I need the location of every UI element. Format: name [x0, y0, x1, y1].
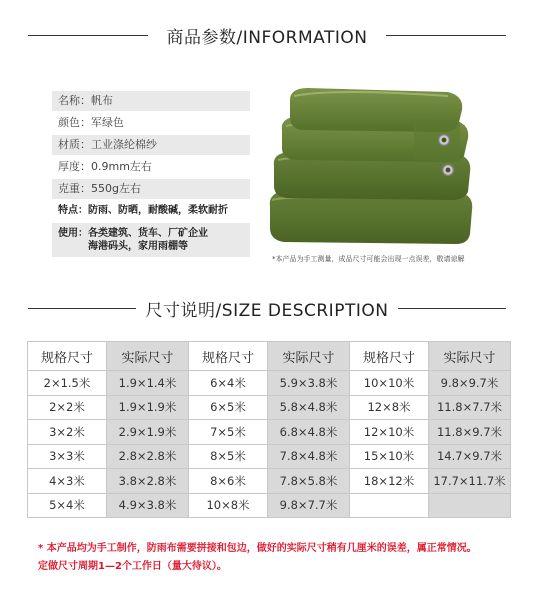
actual-size-cell: 11.8×7.7米	[429, 395, 511, 420]
spec-size-cell: 2×2米	[28, 395, 107, 420]
header-line-left	[28, 308, 148, 309]
spec-size-cell: 10×8米	[189, 493, 268, 518]
actual-size-cell: 9.8×7.7米	[268, 493, 350, 518]
param-usage	[52, 223, 250, 257]
actual-size-cell: 2.8×2.8米	[107, 444, 189, 469]
size-description-title: 尺寸说明/SIZE DESCRIPTION	[136, 296, 399, 321]
table-row	[28, 493, 511, 518]
table-row	[28, 371, 511, 396]
spec-size-cell: 15×10米	[350, 444, 429, 469]
spec-size-cell: 6×5米	[189, 395, 268, 420]
actual-size-cell: 11.8×9.7米	[429, 420, 511, 445]
actual-size-cell: 5.8×4.8米	[268, 395, 350, 420]
header-actual-size: 实际尺寸	[429, 342, 511, 371]
header-line-left	[28, 35, 148, 36]
actual-size-cell: 1.9×1.9米	[107, 395, 189, 420]
actual-size-cell: 6.8×4.8米	[268, 420, 350, 445]
header-line-right	[386, 308, 506, 309]
param-material: 材质：工业涤纶棉纱	[52, 135, 250, 155]
spec-size-cell: 8×6米	[189, 469, 268, 494]
notice-text	[38, 540, 508, 576]
spec-size-cell: 6×4米	[189, 371, 268, 396]
folded-tarp-image	[264, 82, 476, 246]
actual-size-cell: 2.9×1.9米	[107, 420, 189, 445]
header-actual-size: 实际尺寸	[268, 342, 350, 371]
param-thickness: 厚度：0.9mm左右	[58, 160, 152, 173]
table-row	[28, 395, 511, 420]
actual-size-cell	[429, 493, 511, 518]
size-table	[27, 341, 511, 518]
header-spec-size: 规格尺寸	[28, 342, 107, 371]
table-row	[28, 469, 511, 494]
param-usage-line1: 使用：各类建筑、货车、厂矿企业	[58, 228, 208, 239]
parameter-list	[52, 91, 250, 259]
actual-size-cell: 9.8×9.7米	[429, 371, 511, 396]
notice-line-1: * 本产品均为手工制作，防雨布需要拼接和包边，做好的实际尺寸稍有几厘米的误差，属正常情况。	[38, 543, 477, 554]
actual-size-cell: 5.9×3.8米	[268, 371, 350, 396]
header-actual-size: 实际尺寸	[107, 342, 189, 371]
spec-size-cell: 2×1.5米	[28, 371, 107, 396]
param-name: 名称：帆布	[52, 91, 250, 111]
header-spec-size: 规格尺寸	[189, 342, 268, 371]
size-description-header	[0, 293, 534, 323]
spec-size-cell: 5×4米	[28, 493, 107, 518]
param-features: 特点：防雨、防晒，耐酸碱，柔软耐折	[58, 205, 228, 216]
spec-size-cell: 3×2米	[28, 420, 107, 445]
table-row	[28, 444, 511, 469]
param-weight: 克重：550g左右	[52, 179, 250, 199]
actual-size-cell: 17.7×11.7米	[429, 469, 511, 494]
spec-size-cell	[350, 493, 429, 518]
actual-size-cell: 14.7×9.7米	[429, 444, 511, 469]
spec-size-cell: 10×10米	[350, 371, 429, 396]
actual-size-cell: 3.8×2.8米	[107, 469, 189, 494]
information-header	[0, 20, 534, 50]
actual-size-cell: 1.9×1.4米	[107, 371, 189, 396]
header-line-right	[386, 35, 506, 36]
information-title: 商品参数/INFORMATION	[157, 23, 378, 48]
actual-size-cell: 4.9×3.8米	[107, 493, 189, 518]
table-header-row	[28, 342, 511, 371]
image-caption: *本产品为手工测量，成品尺寸可能会出现一点误差，敬请谅解	[272, 255, 465, 263]
spec-size-cell: 4×3米	[28, 469, 107, 494]
spec-size-cell: 3×3米	[28, 444, 107, 469]
actual-size-cell: 7.8×5.8米	[268, 469, 350, 494]
spec-size-cell: 12×8米	[350, 395, 429, 420]
actual-size-cell: 7.8×4.8米	[268, 444, 350, 469]
spec-size-cell: 8×5米	[189, 444, 268, 469]
notice-line-2: 定做尺寸周期1—2个工作日（量大待议）。	[38, 561, 227, 572]
header-spec-size: 规格尺寸	[350, 342, 429, 371]
spec-size-cell: 12×10米	[350, 420, 429, 445]
spec-size-cell: 7×5米	[189, 420, 268, 445]
param-usage-line2: 海港码头，家用雨棚等	[88, 241, 188, 252]
table-row	[28, 420, 511, 445]
param-color: 颜色：军绿色	[58, 116, 124, 129]
spec-size-cell: 18×12米	[350, 469, 429, 494]
